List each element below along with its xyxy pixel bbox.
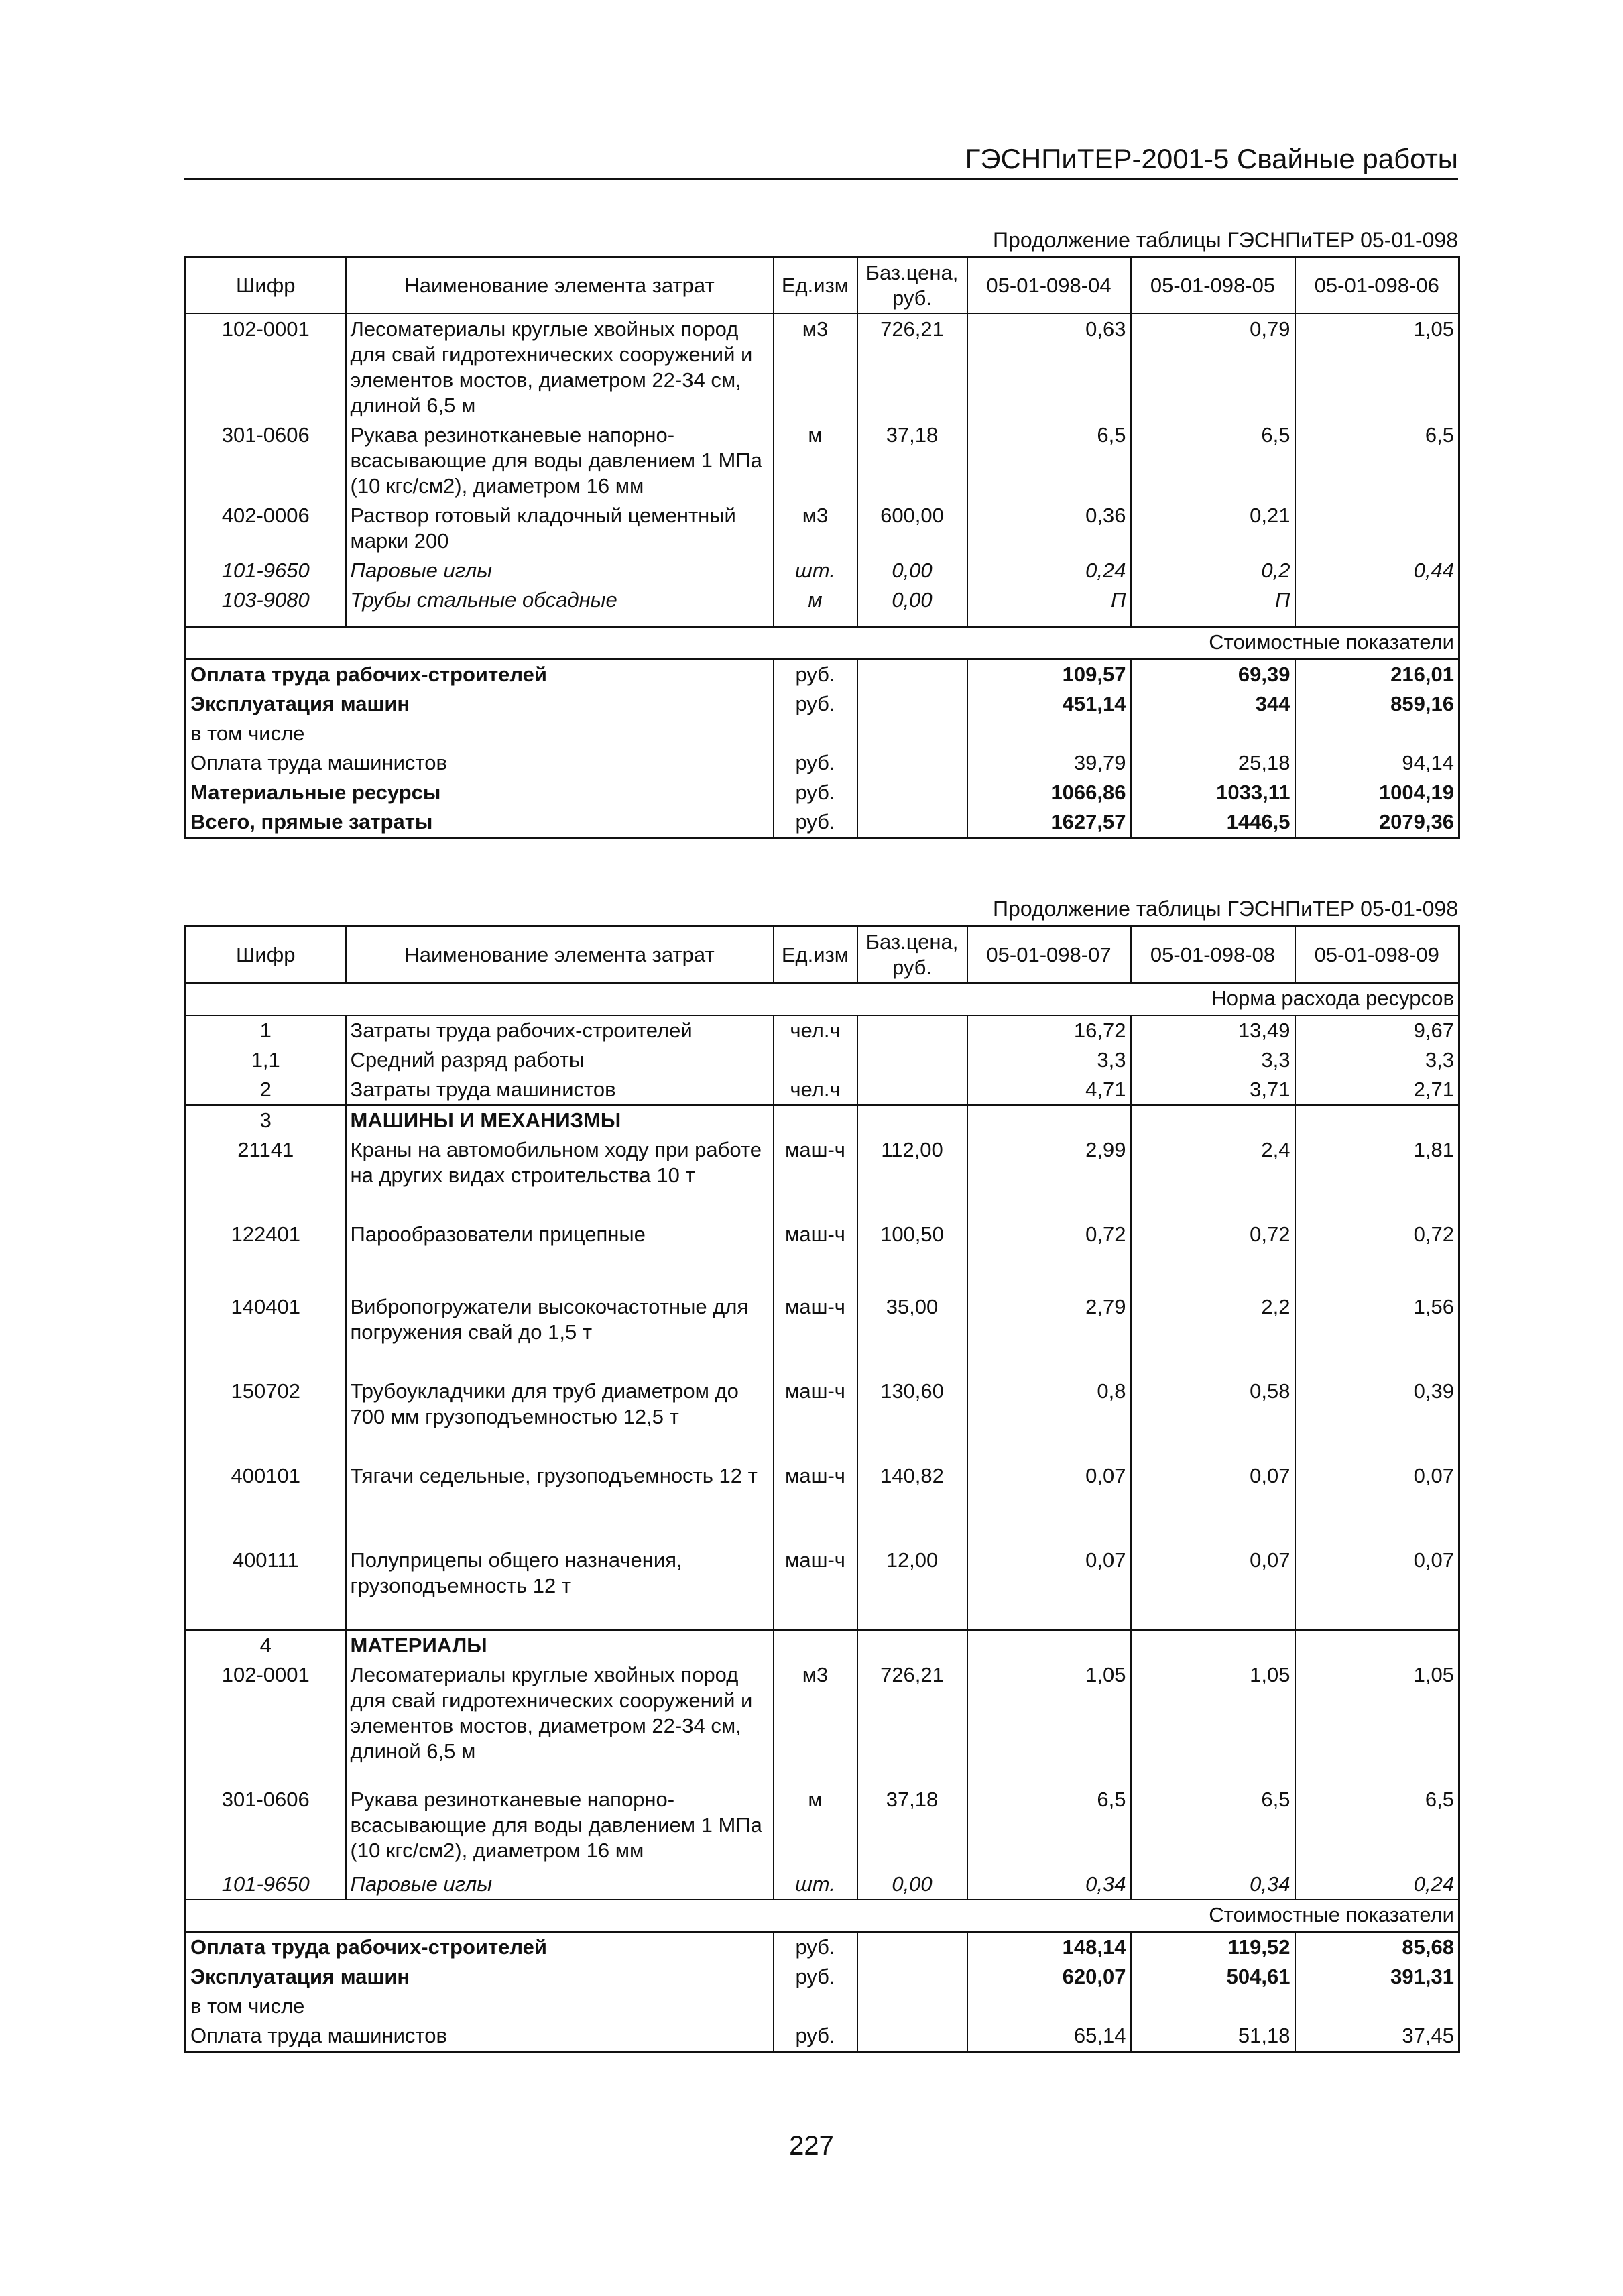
table-row	[186, 1785, 1459, 1870]
price-cell	[857, 615, 967, 627]
value-cell: 1,81	[1413, 1138, 1454, 1161]
cost-row	[186, 778, 1459, 807]
code-cell: 1,1	[186, 1045, 346, 1075]
name-cell: Затраты труда машинистов	[346, 1075, 774, 1105]
table-row	[186, 1461, 1459, 1546]
value-cell: 65,14	[967, 2021, 1131, 2052]
code-cell: 122401	[186, 1220, 346, 1292]
cost-label: Оплата труда машинистов	[190, 751, 447, 774]
unit-cell: маш-ч	[774, 1292, 857, 1377]
value-cell: 6,5	[1425, 1788, 1454, 1811]
code-cell: 400111	[186, 1546, 346, 1630]
value-cell: 119,52	[1131, 1932, 1295, 1962]
value-cell: 0,44	[1413, 559, 1454, 582]
name-cell: Лесоматериалы круглые хвойных пород для свай гидротехнических сооружений и элементов мостов, диаметром 22-34 см, длиной 6,5 м	[346, 314, 774, 420]
name-cell: Раствор готовый кладочный цементный марки 200	[346, 501, 774, 556]
cost-band-label: Стоимостные показатели	[186, 627, 1459, 659]
code-cell: 3	[186, 1105, 346, 1135]
value-cell: 6,5	[1131, 420, 1295, 501]
code-cell: 400101	[186, 1461, 346, 1546]
col-header: Ед.изм	[774, 257, 857, 314]
value-cell: 3,3	[1425, 1048, 1454, 1072]
value-cell: 13,49	[1131, 1015, 1295, 1045]
code-cell: 140401	[186, 1292, 346, 1377]
code-cell: 301-0606	[186, 1785, 346, 1870]
value-cell: 3,3	[1131, 1045, 1295, 1075]
table-row	[186, 1220, 1459, 1292]
code-cell: 1	[186, 1015, 346, 1045]
table-row	[186, 1045, 1459, 1075]
value-cell: 69,39	[1131, 659, 1295, 689]
cost-label: Эксплуатация машин	[190, 1965, 410, 1988]
table-row	[186, 314, 1459, 420]
price-cell: 35,00	[857, 1292, 967, 1377]
table-row	[186, 420, 1459, 501]
table2-body	[186, 983, 1459, 2052]
price-cell	[857, 1015, 967, 1045]
price-cell: 0,00	[857, 556, 967, 585]
value-cell: 0,63	[967, 314, 1131, 420]
value-cell	[1295, 501, 1459, 556]
unit-cell: м3	[774, 1660, 857, 1785]
price-cell: 600,00	[857, 501, 967, 556]
col-header: Шифр	[186, 927, 346, 984]
col-header: 05-01-098-05	[1131, 257, 1295, 314]
unit-cell	[774, 719, 857, 748]
value-cell: 0,8	[967, 1377, 1131, 1461]
unit-cell: м	[774, 585, 857, 615]
price-cell	[857, 1630, 967, 1660]
cost-label: в том числе	[190, 722, 305, 745]
name-cell: Трубоукладчики для труб диаметром до 700 мм грузоподъемностью 12,5 т	[346, 1377, 774, 1461]
price-cell	[857, 689, 967, 719]
value-cell: 1,56	[1413, 1295, 1454, 1318]
unit-cell: руб.	[774, 689, 857, 719]
value-cell: 3,71	[1131, 1075, 1295, 1105]
cost-row	[186, 719, 1459, 748]
cost-row	[186, 1992, 1459, 2021]
table-row	[186, 501, 1459, 556]
cost-label: Всего, прямые затраты	[190, 810, 433, 834]
value-cell	[967, 1105, 1131, 1135]
value-cell: 0,07	[967, 1461, 1131, 1546]
col-header: 05-01-098-06	[1295, 257, 1459, 314]
table-row	[186, 1546, 1459, 1630]
price-cell: 0,00	[857, 585, 967, 615]
spacer-row	[186, 615, 1459, 627]
value-cell	[1131, 719, 1295, 748]
cost-row	[186, 2021, 1459, 2052]
cost-row	[186, 1962, 1459, 1992]
unit-cell: шт.	[774, 1870, 857, 1900]
table-row	[186, 1075, 1459, 1105]
value-cell	[967, 615, 1131, 627]
cost-row	[186, 659, 1459, 689]
col-header: 05-01-098-07	[967, 927, 1131, 984]
code-cell: 4	[186, 1630, 346, 1660]
unit-cell: м3	[774, 501, 857, 556]
value-cell: П	[1131, 585, 1295, 615]
name-cell: Краны на автомобильном ходу при работе на других видах строительства 10 т	[346, 1135, 774, 1220]
table2-caption: Продолжение таблицы ГЭСНПиТЕР 05-01-098	[993, 897, 1458, 921]
unit-cell: руб.	[774, 2021, 857, 2052]
value-cell: 0,39	[1413, 1379, 1454, 1403]
price-cell	[857, 1075, 967, 1105]
value-cell: 94,14	[1402, 751, 1454, 774]
norm-band	[186, 983, 1459, 1015]
value-cell: 6,5	[1131, 1785, 1295, 1870]
col-header: Баз.цена, руб.	[857, 257, 967, 314]
value-cell: 4,71	[967, 1075, 1131, 1105]
cost-row	[186, 1932, 1459, 1962]
unit-cell: шт.	[774, 556, 857, 585]
unit-cell: руб.	[774, 659, 857, 689]
unit-cell: маш-ч	[774, 1377, 857, 1461]
value-cell: 0,21	[1131, 501, 1295, 556]
cost-row	[186, 807, 1459, 838]
page-number: 227	[789, 2131, 834, 2161]
value-cell: 39,79	[967, 748, 1131, 778]
value-cell	[1295, 1105, 1459, 1135]
value-cell: 1,05	[967, 1660, 1131, 1785]
value-cell: 1033,11	[1131, 778, 1295, 807]
table-row	[186, 1292, 1459, 1377]
cost-band	[186, 627, 1459, 659]
section-title: МАТЕРИАЛЫ	[346, 1630, 774, 1660]
price-cell	[857, 719, 967, 748]
unit-cell: м	[774, 1785, 857, 1870]
price-cell	[857, 1962, 967, 1992]
unit-cell: маш-ч	[774, 1135, 857, 1220]
running-header-title: ГЭСНПиТЕР-2001-5 Свайные работы	[965, 143, 1458, 174]
unit-cell	[774, 1992, 857, 2021]
price-cell	[857, 748, 967, 778]
unit-cell	[774, 615, 857, 627]
price-cell	[857, 807, 967, 838]
name-cell: Паровые иглы	[346, 556, 774, 585]
price-cell	[857, 778, 967, 807]
col-header: Баз.цена, руб.	[857, 927, 967, 984]
value-cell: 109,57	[967, 659, 1131, 689]
value-cell	[967, 1992, 1131, 2021]
unit-cell: руб.	[774, 1962, 857, 1992]
table2	[184, 925, 1460, 2053]
value-cell	[1295, 1630, 1459, 1660]
cost-row	[186, 748, 1459, 778]
value-cell: 1627,57	[967, 807, 1131, 838]
price-cell: 37,18	[857, 420, 967, 501]
value-cell: 1446,5	[1131, 807, 1295, 838]
table-row	[186, 1377, 1459, 1461]
value-cell: 0,07	[967, 1546, 1131, 1630]
value-cell: 1,05	[1131, 1660, 1295, 1785]
cost-label: Материальные ресурсы	[190, 781, 441, 804]
value-cell	[1295, 585, 1459, 615]
value-cell: 0,07	[1131, 1546, 1295, 1630]
price-cell	[857, 1932, 967, 1962]
value-cell: 51,18	[1131, 2021, 1295, 2052]
value-cell: 2,99	[967, 1135, 1131, 1220]
cost-band	[186, 1900, 1459, 1932]
value-cell: 2,79	[967, 1292, 1131, 1377]
unit-cell: руб.	[774, 807, 857, 838]
name-cell	[346, 615, 774, 627]
value-cell: 37,45	[1402, 2024, 1454, 2047]
value-cell: 0,24	[1413, 1872, 1454, 1896]
value-cell: 0,2	[1131, 556, 1295, 585]
name-cell: Парообразователи прицепные	[346, 1220, 774, 1292]
price-cell: 726,21	[857, 314, 967, 420]
value-cell: 6,5	[1425, 423, 1454, 447]
value-cell: 148,14	[967, 1932, 1131, 1962]
value-cell: 620,07	[967, 1962, 1131, 1992]
price-cell: 100,50	[857, 1220, 967, 1292]
value-cell	[1131, 1992, 1295, 2021]
value-cell: 859,16	[1390, 692, 1454, 715]
value-cell: 0,79	[1131, 314, 1295, 420]
table-row	[186, 1015, 1459, 1045]
unit-cell: руб.	[774, 1932, 857, 1962]
price-cell: 37,18	[857, 1785, 967, 1870]
cost-label: Эксплуатация машин	[190, 692, 410, 715]
value-cell: 2,2	[1131, 1292, 1295, 1377]
code-cell: 2	[186, 1075, 346, 1105]
name-cell: Трубы стальные обсадные	[346, 585, 774, 615]
value-cell: 25,18	[1131, 748, 1295, 778]
price-cell	[857, 1045, 967, 1075]
unit-cell: руб.	[774, 778, 857, 807]
unit-cell	[774, 1045, 857, 1075]
price-cell: 726,21	[857, 1660, 967, 1785]
value-cell: 6,5	[967, 1785, 1131, 1870]
price-cell: 12,00	[857, 1546, 967, 1630]
col-header: 05-01-098-08	[1131, 927, 1295, 984]
section-row	[186, 1630, 1459, 1660]
cost-label: Оплата труда рабочих-строителей	[186, 1932, 774, 1962]
value-cell: 1066,86	[967, 778, 1131, 807]
code-cell	[186, 615, 346, 627]
col-header: 05-01-098-09	[1295, 927, 1459, 984]
price-cell	[857, 1105, 967, 1135]
cost-band-label: Стоимостные показатели	[186, 1900, 1459, 1932]
unit-cell: маш-ч	[774, 1461, 857, 1546]
value-cell: 0,07	[1413, 1548, 1454, 1572]
unit-cell	[774, 1630, 857, 1660]
value-cell: 391,31	[1390, 1965, 1454, 1988]
value-cell	[1295, 1992, 1459, 2021]
price-cell	[857, 2021, 967, 2052]
unit-cell: руб.	[774, 748, 857, 778]
value-cell: 0,58	[1131, 1377, 1295, 1461]
cost-label: в том числе	[190, 1994, 305, 2018]
table1-body	[186, 314, 1459, 838]
code-cell: 301-0606	[186, 420, 346, 501]
unit-cell: чел.ч	[774, 1015, 857, 1045]
col-header: Шифр	[186, 257, 346, 314]
price-cell	[857, 659, 967, 689]
norm-band-label: Норма расхода ресурсов	[186, 983, 1459, 1015]
col-header: 05-01-098-04	[967, 257, 1131, 314]
name-cell: Средний разряд работы	[346, 1045, 774, 1075]
value-cell: 6,5	[967, 420, 1131, 501]
unit-cell: маш-ч	[774, 1546, 857, 1630]
value-cell: 0,72	[1413, 1222, 1454, 1246]
table1	[184, 256, 1460, 839]
price-cell: 140,82	[857, 1461, 967, 1546]
value-cell	[1131, 1630, 1295, 1660]
value-cell: 0,34	[1131, 1870, 1295, 1900]
running-header	[184, 137, 1458, 180]
unit-cell: маш-ч	[774, 1220, 857, 1292]
value-cell: 451,14	[967, 689, 1131, 719]
code-cell: 21141	[186, 1135, 346, 1220]
code-cell: 101-9650	[186, 1870, 346, 1900]
value-cell: 2,4	[1131, 1135, 1295, 1220]
value-cell: 0,24	[967, 556, 1131, 585]
price-cell: 0,00	[857, 1870, 967, 1900]
value-cell: 0,07	[1131, 1461, 1295, 1546]
code-cell: 102-0001	[186, 1660, 346, 1785]
table-row	[186, 1660, 1459, 1785]
value-cell	[1131, 615, 1295, 627]
name-cell: Рукава резинотканевые напорно-всасывающие для воды давлением 1 МПа (10 кгс/см2), диаметром 16 мм	[346, 1785, 774, 1870]
col-header: Наименование элемента затрат	[346, 927, 774, 984]
unit-cell	[774, 1105, 857, 1135]
value-cell: 504,61	[1131, 1962, 1295, 1992]
price-cell: 130,60	[857, 1377, 967, 1461]
name-cell: Затраты труда рабочих-строителей	[346, 1015, 774, 1045]
code-cell: 402-0006	[186, 501, 346, 556]
value-cell: 16,72	[967, 1015, 1131, 1045]
table-row	[186, 1870, 1459, 1900]
table-row	[186, 556, 1459, 585]
value-cell	[967, 1630, 1131, 1660]
value-cell: 0,34	[967, 1870, 1131, 1900]
value-cell	[1131, 1105, 1295, 1135]
value-cell: 0,72	[967, 1220, 1131, 1292]
value-cell: 3,3	[967, 1045, 1131, 1075]
code-cell: 150702	[186, 1377, 346, 1461]
unit-cell: м	[774, 420, 857, 501]
value-cell	[1295, 615, 1459, 627]
section-title: МАШИНЫ И МЕХАНИЗМЫ	[346, 1105, 774, 1135]
value-cell: 2079,36	[1378, 810, 1454, 834]
value-cell: 1,05	[1413, 1663, 1454, 1686]
value-cell: 0,72	[1131, 1220, 1295, 1292]
cost-label: Оплата труда рабочих-строителей	[186, 659, 774, 689]
name-cell: Вибропогружатели высокочастотные для погружения свай до 1,5 т	[346, 1292, 774, 1377]
code-cell: 103-9080	[186, 585, 346, 615]
name-cell: Тягачи седельные, грузоподъемность 12 т	[346, 1461, 774, 1546]
value-cell: 1004,19	[1378, 781, 1454, 804]
table1-header-row	[186, 257, 1459, 314]
cost-label: Оплата труда машинистов	[190, 2024, 447, 2047]
value-cell	[1295, 719, 1459, 748]
value-cell: 216,01	[1295, 659, 1459, 689]
unit-cell: м3	[774, 314, 857, 420]
name-cell: Лесоматериалы круглые хвойных пород для свай гидротехнических сооружений и элементов мостов, диаметром 22-34 см, длиной 6,5 м	[346, 1660, 774, 1785]
price-cell	[857, 1992, 967, 2021]
value-cell: П	[967, 585, 1131, 615]
name-cell: Паровые иглы	[346, 1870, 774, 1900]
value-cell: 0,36	[967, 501, 1131, 556]
code-cell: 101-9650	[186, 556, 346, 585]
col-header: Ед.изм	[774, 927, 857, 984]
value-cell: 0,07	[1413, 1464, 1454, 1487]
value-cell: 1,05	[1413, 317, 1454, 341]
table1-caption: Продолжение таблицы ГЭСНПиТЕР 05-01-098	[993, 228, 1458, 252]
col-header: Наименование элемента затрат	[346, 257, 774, 314]
code-cell: 102-0001	[186, 314, 346, 420]
section-row	[186, 1105, 1459, 1135]
table-row	[186, 585, 1459, 615]
table2-header-row	[186, 927, 1459, 984]
value-cell: 344	[1131, 689, 1295, 719]
price-cell: 112,00	[857, 1135, 967, 1220]
value-cell: 85,68	[1295, 1932, 1459, 1962]
name-cell: Полуприцепы общего назначения, грузоподъемность 12 т	[346, 1546, 774, 1630]
value-cell: 2,71	[1295, 1075, 1459, 1105]
value-cell	[967, 719, 1131, 748]
table-row	[186, 1135, 1459, 1220]
name-cell: Рукава резинотканевые напорно-всасывающие для воды давлением 1 МПа (10 кгс/см2), диаметром 16 мм	[346, 420, 774, 501]
value-cell: 9,67	[1413, 1019, 1454, 1042]
unit-cell: чел.ч	[774, 1075, 857, 1105]
cost-row	[186, 689, 1459, 719]
